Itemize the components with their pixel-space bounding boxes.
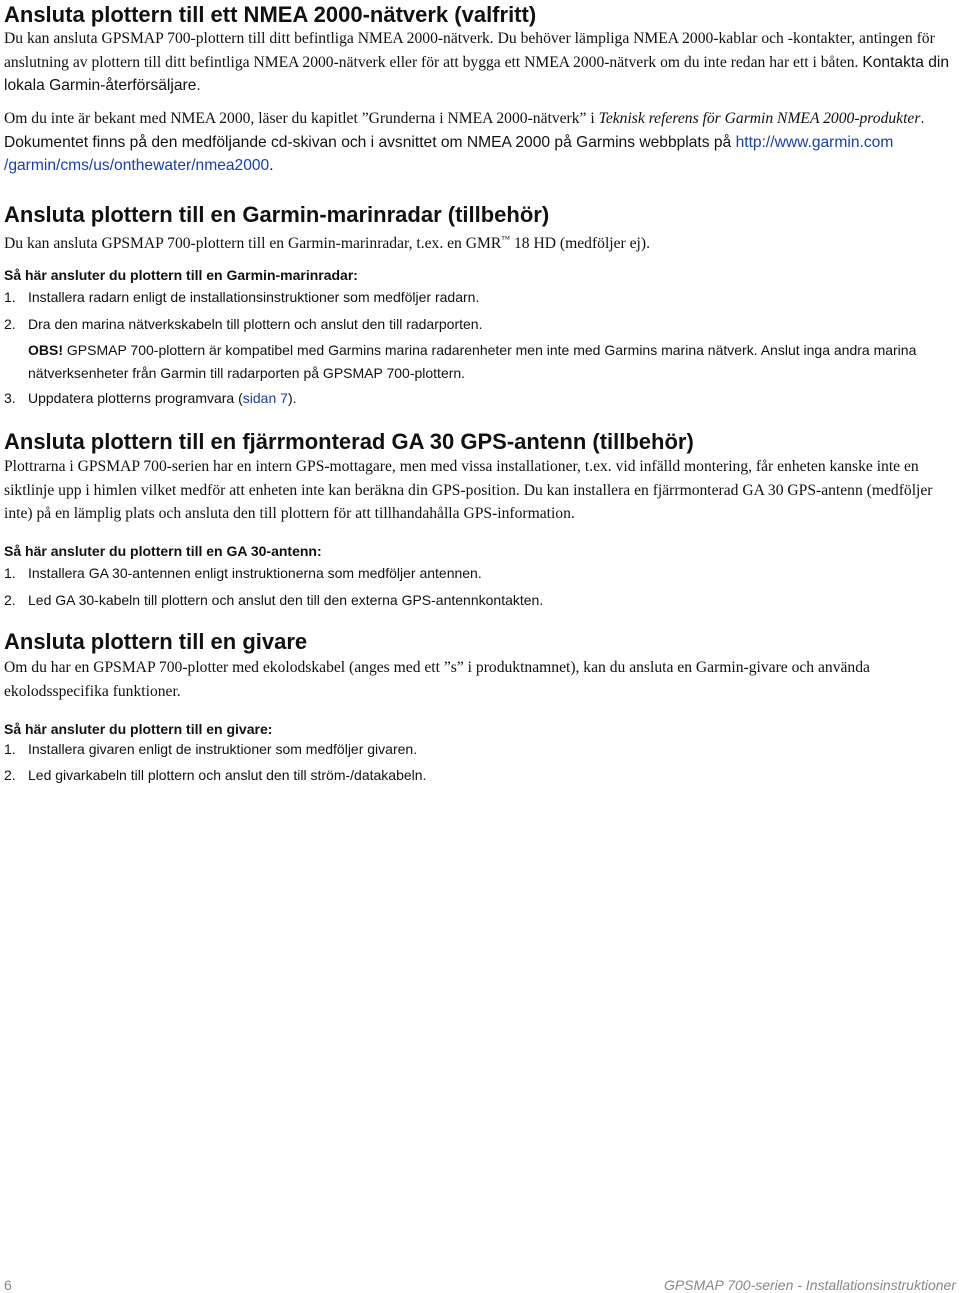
paragraph-nmea-reference: Om du inte är bekant med NMEA 2000, läser du kapitlet ”Grunderna i NMEA 2000-nätverk” i Teknisk referens för Garmin NMEA 2000-produkter. Dokumentet finns på den medföljande cd-skivan och i avsnittet om NMEA 2000 på Garmins webbplats på http://www.garmin.com /garmin/cms/us/onthewater/nmea2000. <box>4 110 925 174</box>
list-item: 2. Led givarkabeln till plottern och anslut den till ström-/datakabeln. <box>4 767 427 783</box>
subheading-radar-steps: Så här ansluter du plottern till en Garmin-marinradar: <box>4 267 358 283</box>
reference-title: Teknisk referens för Garmin NMEA 2000-produkter <box>598 110 921 127</box>
paragraph-transducer: Om du har en GPSMAP 700-plotter med ekolodskabel (anges med ett ”s” i produktnamnet), kan du ansluta en Garmin-givare och använda ekolodsspecifika funktioner. <box>4 659 870 700</box>
trademark-symbol: ™ <box>501 234 511 244</box>
paragraph-gps-antenna: Plottrarna i GPSMAP 700-serien har en intern GPS-mottagare, men med vissa installationer, t.ex. vid infälld montering, får enheten kanske inte en siktlinje upp i himlen vilket medför att enheten inte kan beräkna din GPS-position. Du kan installera en fjärrmonterad GA 30 GPS-antenn (medföljer inte) på en lämplig plats och ansluta den till plottern för att tillhandahålla GPS-information. <box>4 458 933 522</box>
subheading-transducer-steps: Så här ansluter du plottern till en givare: <box>4 721 273 737</box>
page-reference-link[interactable]: sidan 7 <box>242 390 288 406</box>
list-item: 1. Installera givaren enligt de instruktioner som medföljer givaren. <box>4 741 418 757</box>
garmin-url-link[interactable]: http://www.garmin.com /garmin/cms/us/onthewater/nmea2000 <box>4 133 894 174</box>
list-item: 3. Uppdatera plotterns programvara (sidan 7). <box>4 390 297 406</box>
dealer-contact-text: Kontakta din lokala Garmin-återförsäljare. <box>4 53 950 94</box>
section-heading-nmea2000: Ansluta plottern till ett NMEA 2000-nätverk (valfritt) <box>4 2 537 27</box>
list-item: 2. Led GA 30-kabeln till plottern och anslut den till den externa GPS-antennkontakten. <box>4 592 544 608</box>
section-heading-gps-antenna: Ansluta plottern till en fjärrmonterad GA 30 GPS-antenn (tillbehör) <box>4 429 694 454</box>
paragraph-nmea-intro <box>4 27 952 98</box>
subheading-gps-steps: Så här ansluter du plottern till en GA 30-antenn: <box>4 543 322 559</box>
note-block: OBS! GPSMAP 700-plottern är kompatibel med Garmins marina radarenheter men inte med Garmins marina nätverk. Anslut inga andra marina nätverksenheter från Garmin till radarporten på GPSMAP 700-plottern. <box>28 342 917 381</box>
document-title: GPSMAP 700-serien - Installationsinstruktioner <box>663 1277 956 1293</box>
paragraph-text: Du kan ansluta GPSMAP 700-plottern till ditt befintliga NMEA 2000-nätverk. Du behöver lämpliga NMEA 2000-kablar och -kontakter, antingen för anslutning av plottern till ditt befintliga NMEA 2000-nätverk eller för att bygga ett NMEA 2000-nätverk om du inte redan har ett i båten. <box>4 30 935 71</box>
list-item: 2. Dra den marina nätverkskabeln till plottern och anslut den till radarporten. <box>4 316 483 332</box>
page-number: 6 <box>4 1277 12 1293</box>
page-footer <box>4 1277 956 1293</box>
list-item: 1. Installera GA 30-antennen enligt instruktionerna som medföljer antennen. <box>4 565 482 581</box>
paragraph-text: . Dokumentet finns på den medföljande cd-skivan och i avsnittet om NMEA 2000 på Garmins webbplats på <box>4 110 925 151</box>
section-heading-transducer: Ansluta plottern till en givare <box>4 629 308 654</box>
paragraph-text: Om du inte är bekant med NMEA 2000, läser du kapitlet ”Grunderna i NMEA 2000-nätverk” i <box>4 110 599 127</box>
note-label: OBS! <box>28 342 63 358</box>
section-heading-radar: Ansluta plottern till en Garmin-marinradar (tillbehör) <box>4 202 550 227</box>
list-item: 1. Installera radarn enligt de installationsinstruktioner som medföljer radarn. <box>4 289 480 305</box>
paragraph-radar-intro: Du kan ansluta GPSMAP 700-plottern till en Garmin-marinradar, t.ex. en GMR™ 18 HD (medföljer ej). <box>4 234 650 253</box>
